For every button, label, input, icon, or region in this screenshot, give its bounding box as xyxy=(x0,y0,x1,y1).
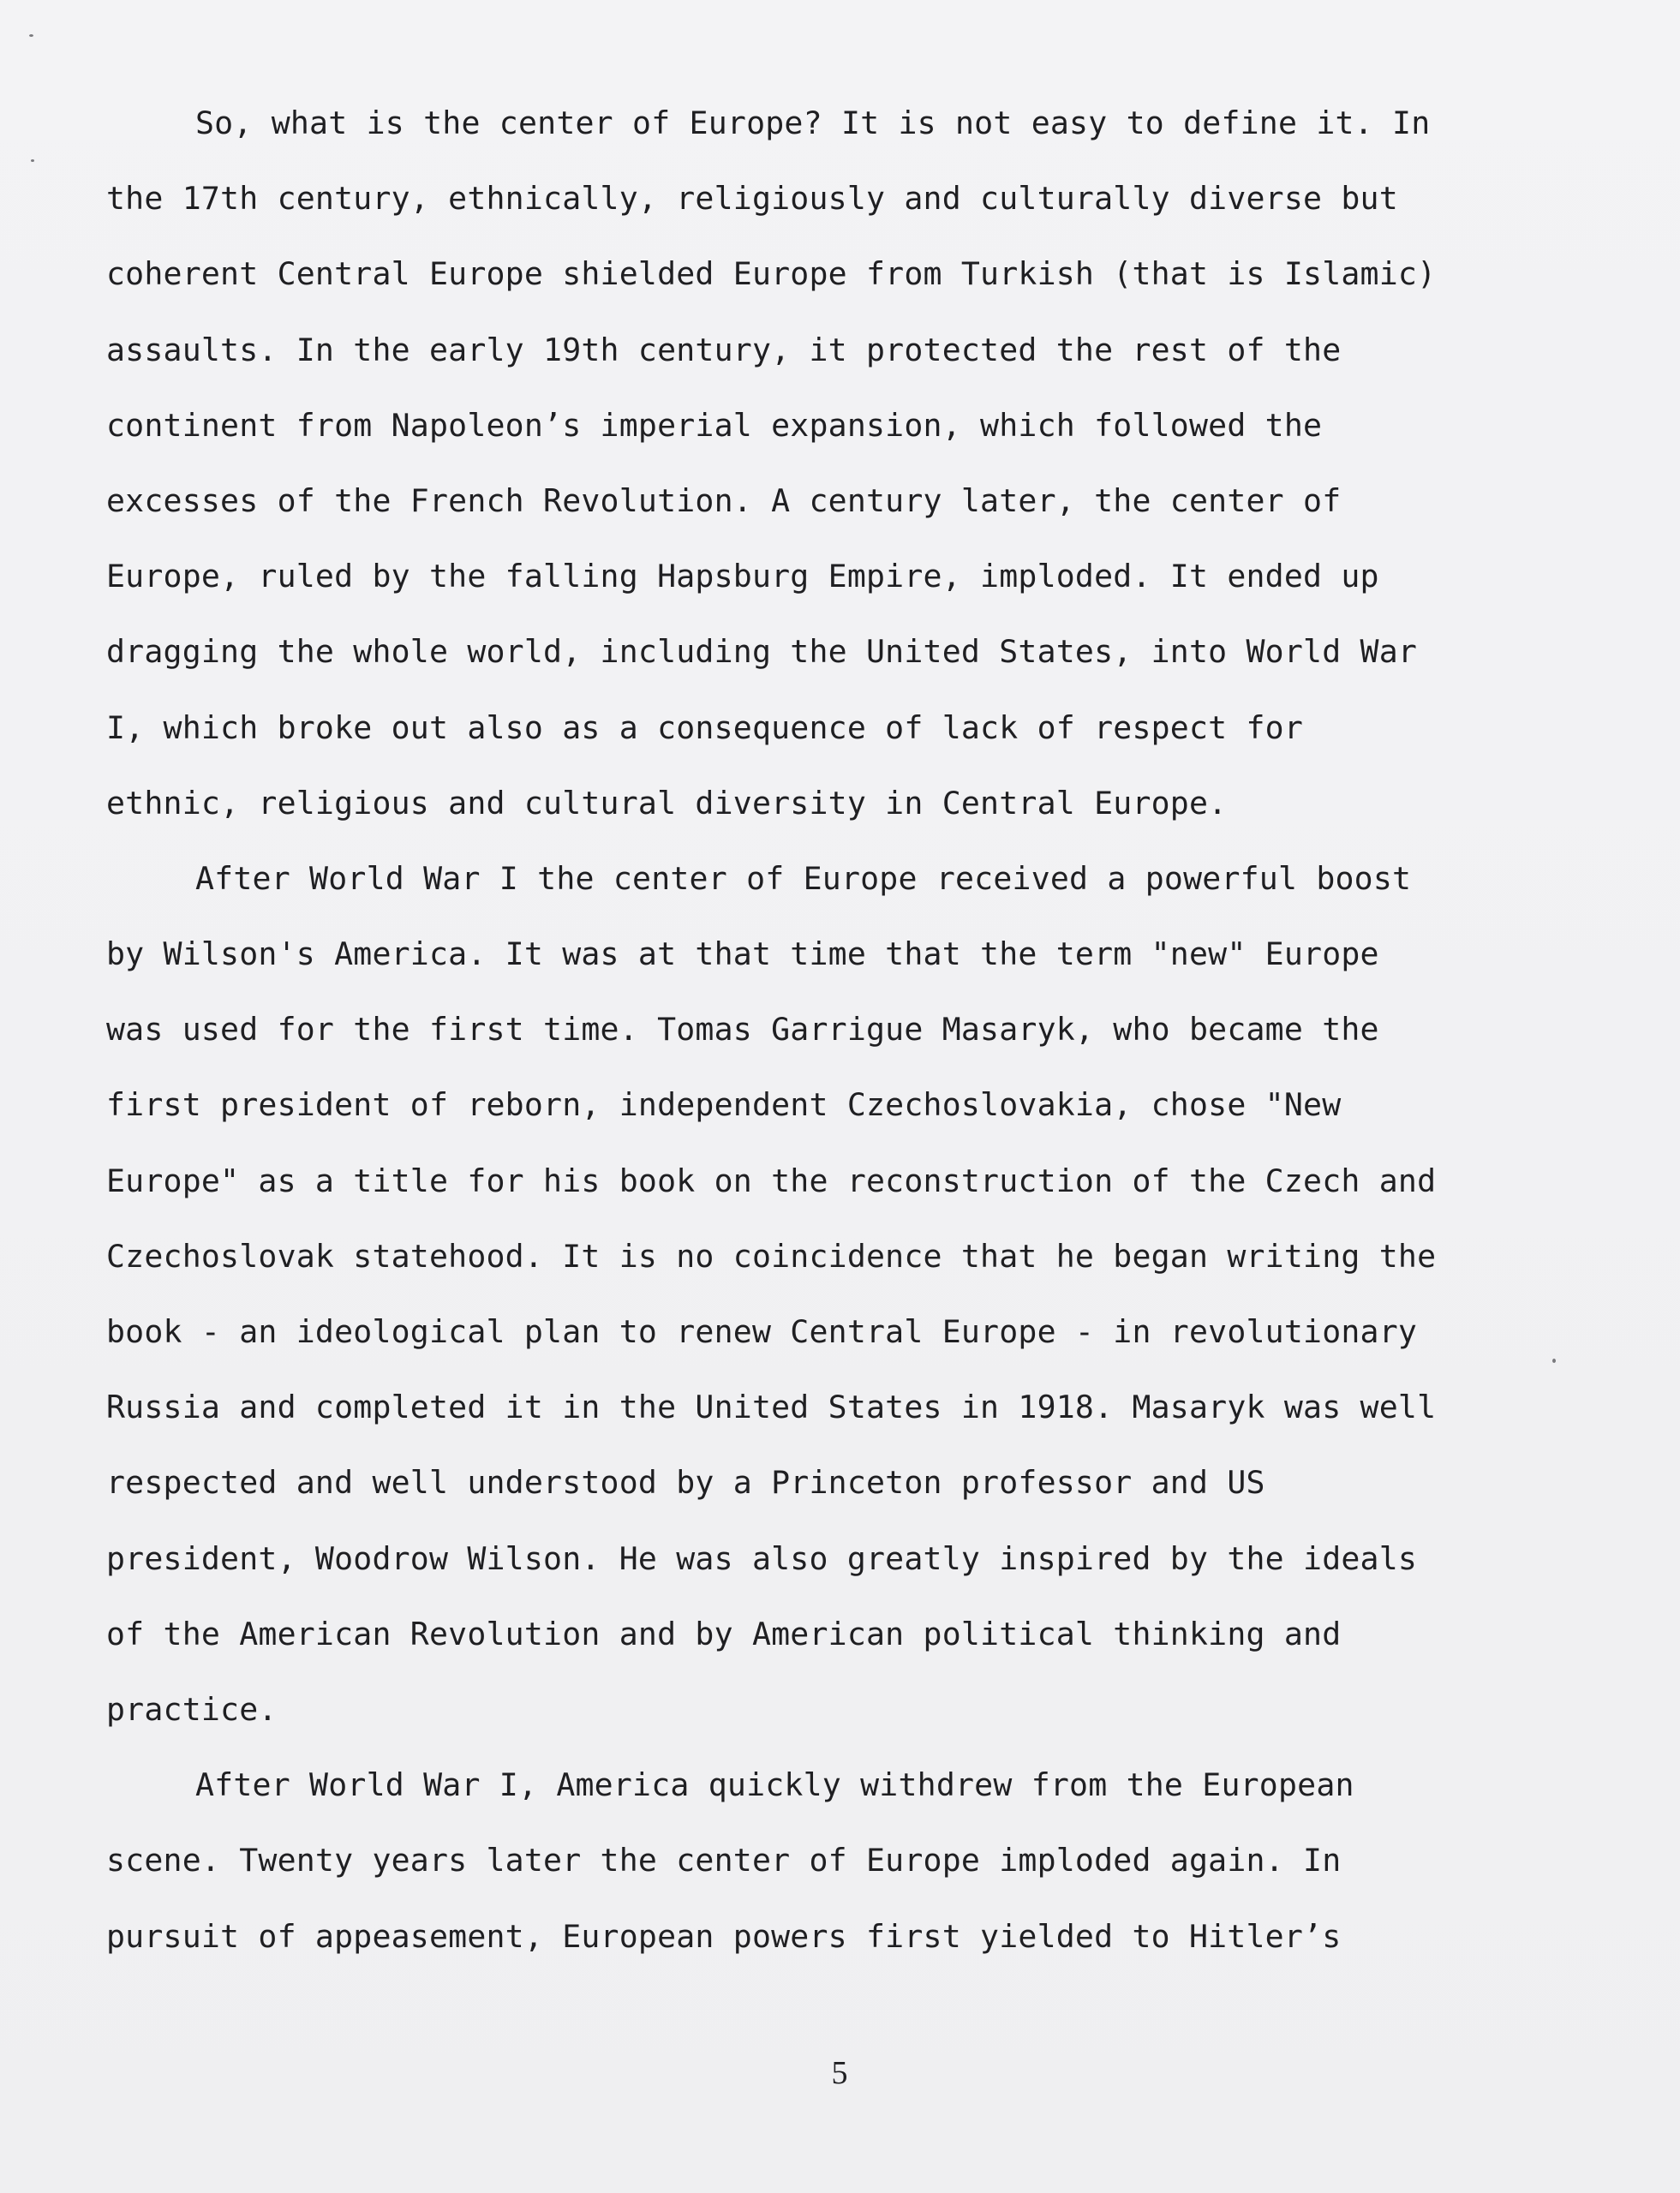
text-line: pursuit of appeasement, European powers first yielded to Hitler’s xyxy=(106,1917,1342,1955)
scan-speck xyxy=(31,159,34,162)
body-text xyxy=(106,86,1563,1975)
text-line: president, Woodrow Wilson. He was also greatly inspired by the ideals xyxy=(106,1539,1418,1577)
text-line: the 17th century, ethnically, religiously and culturally diverse but xyxy=(106,180,1398,218)
text-line: first president of reborn, independent Czechoslovakia, chose "New xyxy=(106,1086,1342,1124)
scan-speck xyxy=(29,34,33,37)
text-line: After World War I, America quickly withdrew from the European xyxy=(195,1766,1354,1804)
page-number: 5 xyxy=(831,2055,848,2091)
text-line: assaults. In the early 19th century, it protected the rest of the xyxy=(106,331,1342,368)
text-line: scene. Twenty years later the center of Europe imploded again. In xyxy=(106,1842,1342,1879)
text-line: of the American Revolution and by American political thinking and xyxy=(106,1615,1342,1652)
text-line: by Wilson's America. It was at that time that the term "new" Europe xyxy=(106,935,1379,973)
text-line: Europe, ruled by the falling Hapsburg Empire, imploded. It ended up xyxy=(106,558,1379,595)
paragraph-3 xyxy=(106,1748,1563,1975)
text-line: was used for the first time. Tomas Garrigue Masaryk, who became the xyxy=(106,1011,1379,1049)
text-line: continent from Napoleon’s imperial expansion, which followed the xyxy=(106,406,1323,444)
paragraph-2 xyxy=(106,841,1563,1748)
text-line: So, what is the center of Europe? It is not easy to define it. In xyxy=(195,105,1431,141)
text-line: practice. xyxy=(106,1690,278,1728)
text-line: Czechoslovak statehood. It is no coincidence that he began writing the xyxy=(106,1237,1437,1275)
text-line: I, which broke out also as a consequence of lack of respect for xyxy=(106,708,1304,746)
text-line: dragging the whole world, including the United States, into World War xyxy=(106,633,1418,671)
text-line: Europe" as a title for his book on the reconstruction of the Czech and xyxy=(106,1162,1437,1199)
text-line: After World War I the center of Europe received a powerful boost xyxy=(195,859,1412,897)
text-line: respected and well understood by a Princeton professor and US xyxy=(106,1464,1265,1502)
text-line: book - an ideological plan to renew Central Europe - in revolutionary xyxy=(106,1313,1418,1350)
text-line: ethnic, religious and cultural diversity in Central Europe. xyxy=(106,784,1228,822)
text-line: coherent Central Europe shielded Europe from Turkish (that is Islamic) xyxy=(106,255,1437,293)
text-line: Russia and completed it in the United States in 1918. Masaryk was well xyxy=(106,1389,1437,1426)
text-line: excesses of the French Revolution. A century later, the center of xyxy=(106,481,1342,519)
paragraph-1 xyxy=(106,86,1563,841)
